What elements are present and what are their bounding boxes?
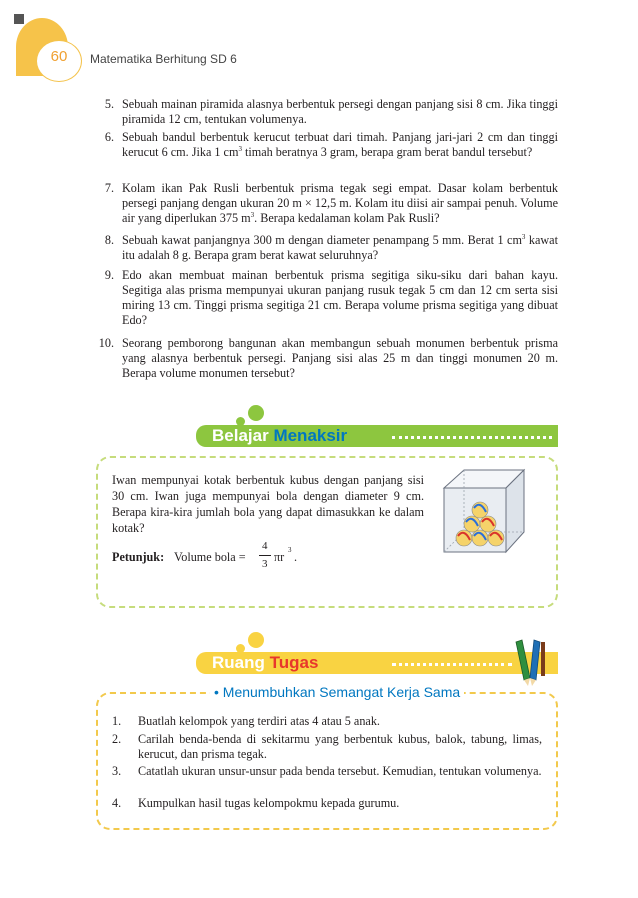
menaksir-title-b: Menaksir — [273, 426, 348, 445]
exponent: 3 — [288, 546, 292, 554]
page-number: 60 — [50, 48, 68, 65]
problem-8: 8. Sebuah kawat panjangnya 300 m dengan diameter penampang 5 mm. Berat 1 $cm^3$ kawat itu adalah 8 g. Berapa gram berat kawat seluruhnya? — [104, 232, 558, 262]
problem-6-text-a: Sebuah bandul berbentuk kerucut terbuat dari timah. Panjang jari-jari 2 cm dan tinggi kerucut 6 cm. Jika 1 cm — [122, 130, 558, 159]
problem-7-text-a: Kolam ikan Pak Rusli berbentuk prisma tegak segi empat. Dasar kolam berbentuk persegi panjang dengan ukuran 20 m × 12,5 m. Kolam itu diisi air sampai penuh. Volume air yang diperlukan 375 m — [122, 181, 558, 225]
superscript: 3 — [521, 232, 526, 241]
menaksir-title-a: Belajar — [212, 426, 269, 445]
problem-7: 7. Kolam ikan Pak Rusli berbentuk prisma tegak segi empat. Dasar kolam berbentuk persegi panjang dengan ukuran 20 m × 12,5 m. Kolam itu diisi air sampai penuh. Volume air yang diperlukan 375 $m^3$. Berapa kedalaman kolam Pak Rusli? — [104, 181, 558, 225]
fraction-denominator: 3 — [262, 558, 268, 570]
banner-dots-decoration — [392, 436, 552, 443]
banner-dots-decoration — [392, 663, 512, 670]
banner-dot — [248, 405, 264, 421]
tugas-subtitle: • Menumbuhkan Semangat Kerja Sama — [210, 684, 464, 700]
superscript: 3 — [250, 210, 255, 219]
hint-period: . — [294, 550, 298, 564]
problem-5: 5. Sebuah mainan piramida alasnya berbentuk persegi dengan panjang sisi 8 cm. Jika tinggi piramida 12 cm, tentukan volumenya. — [104, 97, 558, 126]
problem-7-text-b: . Berapa kedalaman kolam Pak Rusli? — [254, 211, 440, 225]
task-1: 1. Buatlah kelompok yang terdiri atas 4 atau 5 anak. — [112, 714, 380, 728]
tugas-title-a: Ruang — [212, 653, 265, 672]
problem-9: 9. Edo akan membuat mainan berbentuk prisma segitiga siku-siku dari bahan kayu. Segitiga alas prisma mempunyai ukuran panjang rusuk tegak 5 cm dan 12 cm serta sisi miring 13 cm. Tinggi prisma segitiga 21 cm. Berapa volume prisma segitiga yang dibuat Edo? — [104, 268, 558, 327]
task-3: 3. Catatlah ukuran unsur-unsur pada benda tersebut. Kemudian, tentukan volumenya. — [112, 764, 542, 778]
fraction-bar — [259, 555, 271, 556]
task-2: 2. Carilah benda-benda di sekitarmu yang berbentuk kubus, balok, tabung, limas, kerucut, dan prisma tegak. — [112, 732, 542, 761]
pi-r: πr — [274, 550, 285, 564]
hint-label: Petunjuk: — [112, 550, 165, 564]
problem-10: 10. Seorang pemborong bangunan akan membangun sebuah monumen berbentuk prisma yang alasnya berbentuk persegi. Panjang sisi alas 25 m dan tinggi monumen 20 m. Berapa volume monumen tersebut? — [98, 336, 558, 380]
task-4: 4. Kumpulkan hasil tugas kelompokmu kepada gurumu. — [112, 796, 400, 810]
banner-dot — [248, 632, 264, 648]
problem-8-text-a: Sebuah kawat panjangnya 300 m dengan diameter penampang 5 mm. Berat 1 cm — [122, 233, 522, 247]
superscript: 3 — [238, 144, 242, 153]
hint-text: Volume bola = — [174, 550, 246, 564]
tugas-title — [212, 653, 318, 673]
tugas-title-b: Tugas — [269, 653, 319, 672]
corner-decoration — [14, 14, 24, 24]
problem-8-text-b: kawat itu adalah 8 g. Berapa gram berat kawat seluruhnya? — [122, 233, 558, 262]
cube-with-balls-illustration — [440, 466, 526, 556]
menaksir-title — [212, 426, 347, 446]
problem-6: 6. Sebuah bandul berbentuk kerucut terbuat dari timah. Panjang jari-jari 2 cm dan tinggi kerucut 6 cm. Jika 1 $cm^3$ timah beratnya 3 gram, berapa gram berat bandul tersebut? — [104, 130, 558, 159]
menaksir-text: Iwan mempunyai kotak berbentuk kubus dengan panjang sisi 30 cm. Iwan juga mempunyai bola dengan diameter 9 cm. Berapa kira-kira jumlah bola yang dapat dimasukkan ke dalam kotak? — [112, 473, 424, 535]
book-title: Matematika Berhitung SD 6 — [90, 52, 237, 66]
pencils-icon — [510, 638, 550, 688]
problem-6-text-b: timah beratnya 3 gram, berapa gram berat bandul tersebut? — [241, 145, 533, 159]
menaksir-hint — [112, 540, 352, 580]
fraction-numerator: 4 — [262, 540, 268, 552]
